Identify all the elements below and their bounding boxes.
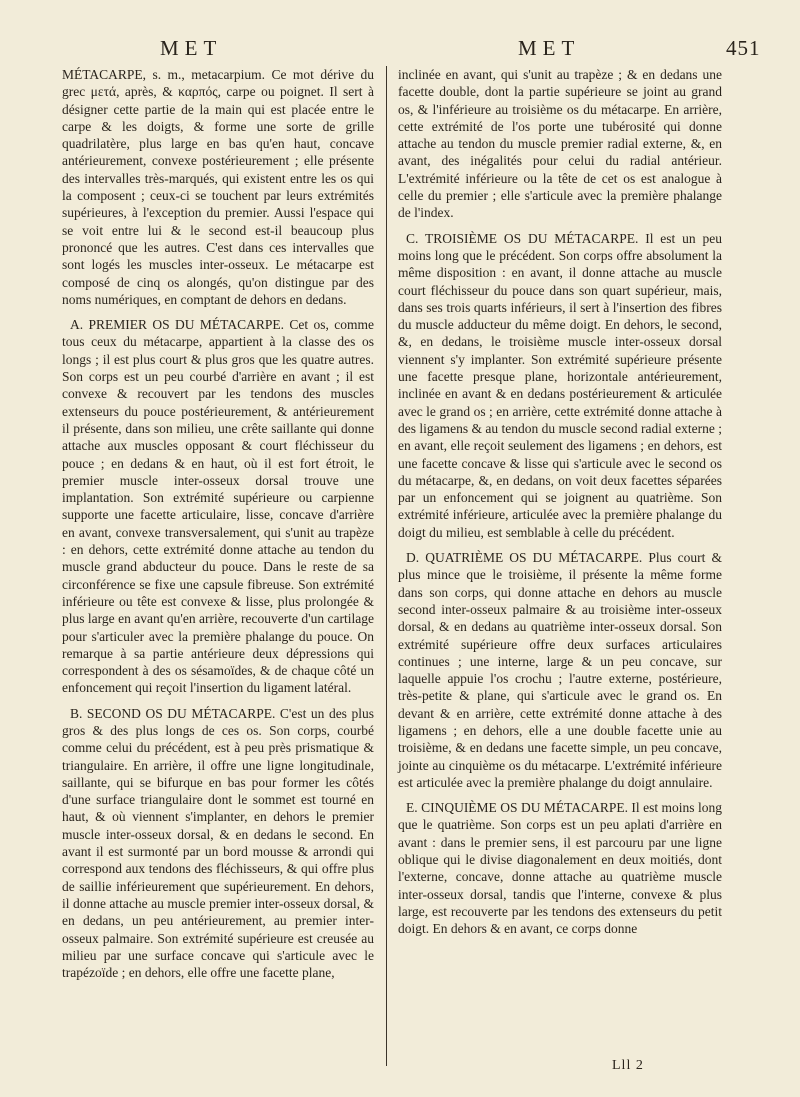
paragraph-cinquieme-os: E. CINQUIÈME OS DU MÉTACARPE. Il est moins long que le quatrième. Son corps est un peu aplati d'arrière en avant : dans le premier sens, il est parcouru par une ligne oblique qui le divise diagonalement en deux moitiés, dont l'externe, concave, donne attache au quatrième muscle inter-osseux dorsal, tandis que l'interne, convexe & plus large, est recouverte par les tendons des extenseurs du petit doigt. En dehors & en avant, ce corps donne — [398, 800, 722, 937]
page-number: 451 — [726, 36, 761, 60]
paragraph-quatrieme-os: D. QUATRIÈME OS DU MÉTACARPE. Plus court & plus mince que le troisième, il présente la même forme dans son corps, qui donne attache en dehors au muscle second inter-osseux palmaire & au troisième inter-osseux dorsal, & en dedans au quatrième inter-osseux dorsal. Son extrémité supérieure offre deux surfaces articulaires continues ; une interne, large & un peu concave, sur laquelle appuie l'os crochu ; l'autre externe, postérieure, très-petite & plane, qui s'articule avec le grand os. En devant & en arrière, cette extrémité donne attache à des ligamens ; en dehors, elle a une double facette unie au troisième, & en dedans une facette simple, un peu concave, jointe au cinquième os du métacarpe. L'extrémité inférieure est articulée avec la première phalange du doigt annulaire. — [398, 550, 722, 790]
right-column — [398, 66, 722, 946]
paragraph-metacarpe-definition: MÉTACARPE, s. m., metacarpium. Ce mot dérive du grec μετά, après, & καρπός, carpe ou poignet. Il sert à désigner cette partie de la main qui est placée entre le carpe & les doigts, & forme une sorte de grille quadrilatère, plus large en bas qu'en haut, concave antérieurement, convexe postérieurement ; elle présente des intervalles très-marqués, qui existent entre les os qui la composent ; ceux-ci se touchent par leurs extrémités supérieures, à l'exception du premier. Aussi l'espace qui se voit entre lui & le second est-il beaucoup plus prononcé que les autres. C'est dans ces intervalles que sont logés les muscles inter-osseux. Le métacarpe est composé de cinq os alongés, qu'on distingue par des noms numériques, en comptant de dehors en dedans. — [62, 67, 374, 307]
printer-signature: Lll 2 — [612, 1058, 644, 1073]
paragraph-second-os-continued: inclinée en avant, qui s'unit au trapèze ; & en dedans une facette double, dont la partie supérieure se joint au grand os, & l'inférieure au troisième os du métacarpe. En arrière, cette extrémité de l'os porte une tubérosité qui donne attache au tendon du muscle premier radial externe, &, en avant, des inégalités pour celui du radial antérieur. L'extrémité inférieure ou la tête de cet os est analogue à celle du premier ; elle s'articule avec la première phalange de l'index. — [398, 67, 722, 221]
paragraph-second-os: B. SECOND OS DU MÉTACARPE. C'est un des plus gros & des plus longs de ces os. Son corps, courbé comme celui du précédent, est à peu près prismatique & triangulaire. En arrière, il offre une ligne longitudinale, saillante, qui se bifurque en bas pour former les côtés d'une surface triangulaire dont le sommet est tourné en haut, & où viennent s'implanter, en dehors le premier muscle inter-osseux dorsal, & en dedans le second. En avant il est surmonté par un bord mousse & arrondi qui correspond aux tendons des fléchisseurs, & qui offre plus de saillie inférieurement que supérieurement. En dehors, il donne attache au muscle premier inter-osseux dorsal, & en dedans, un peu antérieurement, au premier inter-osseux palmaire. Son extrémité supérieure est creusée au milieu par une surface concave qui s'articule avec le trapézoïde ; en dehors, elle offre une facette plane, — [62, 705, 374, 981]
paragraph-premier-os: A. PREMIER OS DU MÉTACARPE. Cet os, comme tous ceux du métacarpe, appartient à la classe des os longs ; il est plus court & plus gros que les quatre autres. Son corps est un peu courbé d'arrière en avant ; il est convexe & recouvert par les tendons des muscles extenseurs du pouce postérieurement, & antérieurement il présente, dans son milieu, une crête saillante qui donne attache aux muscles opposant & court fléchisseur du pouce ; en dedans & en haut, où il est fort étroit, le premier muscle inter-osseux dorsal trouve une implantation. Son extrémité supérieure ou carpienne supporte une facette articulaire, lisse, concave d'arrière en avant, convexe transversalement, qui s'unit au trapèze : en dehors, cette extrémité donne attache au tendon du muscle grand abducteur du pouce. Dans le reste de sa circonférence se fixe une capsule fibreuse. Son extrémité inférieure ou tête est convexe & lisse, plus prolongée & plus large en avant qu'en arrière, recouverte d'un cartilage pour s'articuler avec la première phalange du pouce. On remarque à sa partie antérieure deux dépressions qui correspondent à des os sésamoïdes, & de chaque côté un enfoncement qui reçoit l'insertion du ligament latéral. — [62, 317, 374, 696]
running-head-right: MET — [518, 36, 581, 60]
running-head-left: MET — [160, 36, 223, 60]
left-column — [62, 66, 374, 989]
column-divider — [386, 66, 387, 1066]
paragraph-troisieme-os: C. TROISIÈME OS DU MÉTACARPE. Il est un peu moins long que le précédent. Son corps offre absolument la même disposition : en avant, il donne attache au muscle court fléchisseur du pouce dans son quart supérieur, mais, dans ses trois quarts inférieurs, il sert à l'insertion des fibres du muscle adducteur du même doigt. En dehors, le second, &, en dedans, le troisième muscle inter-osseux dorsal viennent s'y implanter. Son extrémité supérieure présente une facette presque plane, horizontale antérieurement, inclinée en avant & en dedans postérieurement & articulée avec le grand os ; en arrière, cette extrémité donne attache à des ligamens & au tendon du muscle second radial externe ; en avant, elle reçoit seulement des ligamens ; en dehors, est une facette concave & lisse qui s'articule avec le second os du métacarpe, &, en dedans, on voit deux facettes séparées par un enfoncement qui se joignent au quatrième. Son extrémité inférieure, articulée avec la première phalange du doigt du milieu, est semblable à celle du précédent. — [398, 230, 722, 540]
